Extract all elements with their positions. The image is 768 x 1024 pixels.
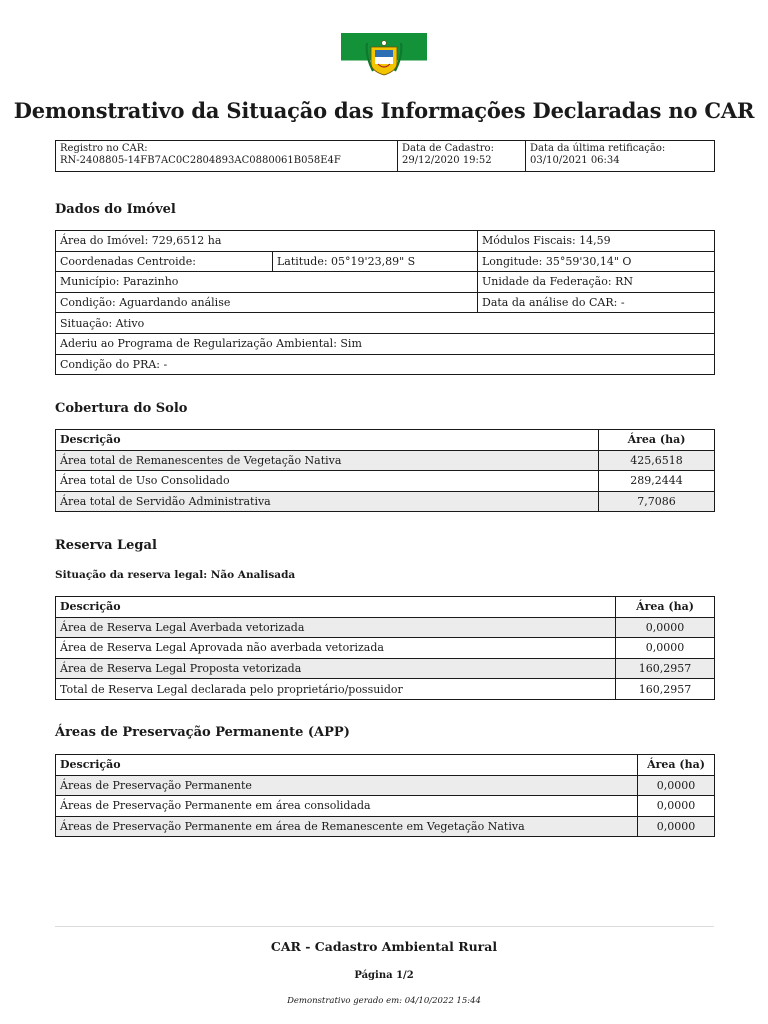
row-area: 0,0000 (638, 796, 715, 817)
table-row (56, 816, 715, 837)
table-row (56, 796, 715, 817)
row-area: 289,2444 (599, 471, 715, 492)
property-data-table (55, 230, 715, 375)
row-description: Total de Reserva Legal declarada pelo proprietário/possuidor (56, 679, 616, 700)
table-row (56, 333, 715, 354)
car-registration-cell (56, 141, 398, 172)
footer-title: CAR - Cadastro Ambiental Rural (270, 939, 498, 954)
table-header-row (56, 430, 715, 451)
table-row (56, 617, 715, 638)
row-description: Áreas de Preservação Permanente (56, 775, 638, 796)
table-row (56, 231, 715, 252)
row-area: 0,0000 (616, 638, 715, 659)
table-row (56, 471, 715, 492)
column-header-area: Área (ha) (616, 597, 715, 618)
registration-table (55, 140, 715, 172)
last-rectification-value: 03/10/2021 06:34 (530, 155, 620, 166)
centroid-coordinates-label: Coordenadas Centroide: (56, 251, 273, 272)
app-heading: Áreas de Preservação Permanente (APP) (55, 725, 350, 740)
registration-date-cell (398, 141, 526, 172)
row-description: Área de Reserva Legal Aprovada não averbada vetorizada (56, 638, 616, 659)
pra-adhesion: Aderiu ao Programa de Regularização Ambiental: Sim (56, 333, 715, 354)
row-description: Áreas de Preservação Permanente em área de Remanescente em Vegetação Nativa (56, 816, 638, 837)
registration-date-label: Data de Cadastro: (402, 143, 494, 154)
table-row (56, 658, 715, 679)
table-row (56, 679, 715, 700)
car-analysis-date: Data da análise do CAR: - (478, 292, 715, 313)
row-description: Área total de Servidão Administrativa (56, 491, 599, 512)
land-cover-heading: Cobertura do Solo (55, 401, 188, 416)
row-area: 0,0000 (616, 617, 715, 638)
row-area: 160,2957 (616, 658, 715, 679)
row-area: 0,0000 (638, 816, 715, 837)
table-header-row (56, 597, 715, 618)
page-title: Demonstrativo da Situação das Informações Declaradas no CAR (13, 98, 755, 123)
federation-unit: Unidade da Federação: RN (478, 272, 715, 293)
status: Situação: Ativo (56, 313, 715, 334)
row-area: 7,7086 (599, 491, 715, 512)
table-header-row (56, 755, 715, 776)
last-rectification-label: Data da última retificação: (530, 143, 666, 154)
latitude: Latitude: 05°19'23,89" S (273, 251, 478, 272)
pra-condition: Condição do PRA: - (56, 354, 715, 375)
registration-date-value: 29/12/2020 19:52 (402, 155, 492, 166)
table-row (56, 491, 715, 512)
table-row (56, 272, 715, 293)
row-description: Área de Reserva Legal Averbada vetorizada (56, 617, 616, 638)
column-header-description: Descrição (56, 430, 599, 451)
row-description: Área total de Uso Consolidado (56, 471, 599, 492)
last-rectification-cell (526, 141, 715, 172)
generated-timestamp: Demonstrativo gerado em: 04/10/2022 15:44 (287, 996, 481, 1006)
land-cover-table (55, 429, 715, 512)
state-flag-logo (341, 33, 427, 88)
registration-row (56, 141, 715, 172)
footer-divider (55, 926, 714, 927)
table-row (56, 638, 715, 659)
fiscal-modules: Módulos Fiscais: 14,59 (478, 231, 715, 252)
table-row (56, 450, 715, 471)
car-registration-label: Registro no CAR: (60, 143, 148, 154)
column-header-description: Descrição (56, 755, 638, 776)
column-header-area: Área (ha) (638, 755, 715, 776)
table-row (56, 251, 715, 272)
row-description: Área de Reserva Legal Proposta vetorizada (56, 658, 616, 679)
legal-reserve-table (55, 596, 715, 700)
app-table (55, 754, 715, 837)
property-area: Área do Imóvel: 729,6512 ha (56, 231, 478, 252)
row-description: Área total de Remanescentes de Vegetação Nativa (56, 450, 599, 471)
legal-reserve-heading: Reserva Legal (55, 538, 157, 553)
column-header-description: Descrição (56, 597, 616, 618)
page-number: Página 1/2 (354, 970, 414, 981)
legal-reserve-status: Situação da reserva legal: Não Analisada (55, 569, 296, 581)
table-row (56, 292, 715, 313)
table-row (56, 313, 715, 334)
row-area: 160,2957 (616, 679, 715, 700)
table-row (56, 775, 715, 796)
condition: Condição: Aguardando análise (56, 292, 478, 313)
car-registration-value: RN-2408805-14FB7AC0C2804893AC0880061B058E4F (60, 155, 341, 166)
table-row (56, 354, 715, 375)
row-area: 425,6518 (599, 450, 715, 471)
property-data-heading: Dados do Imóvel (55, 202, 176, 217)
row-area: 0,0000 (638, 775, 715, 796)
municipality: Município: Parazinho (56, 272, 478, 293)
row-description: Áreas de Preservação Permanente em área consolidada (56, 796, 638, 817)
longitude: Longitude: 35°59'30,14" O (478, 251, 715, 272)
column-header-area: Área (ha) (599, 430, 715, 451)
